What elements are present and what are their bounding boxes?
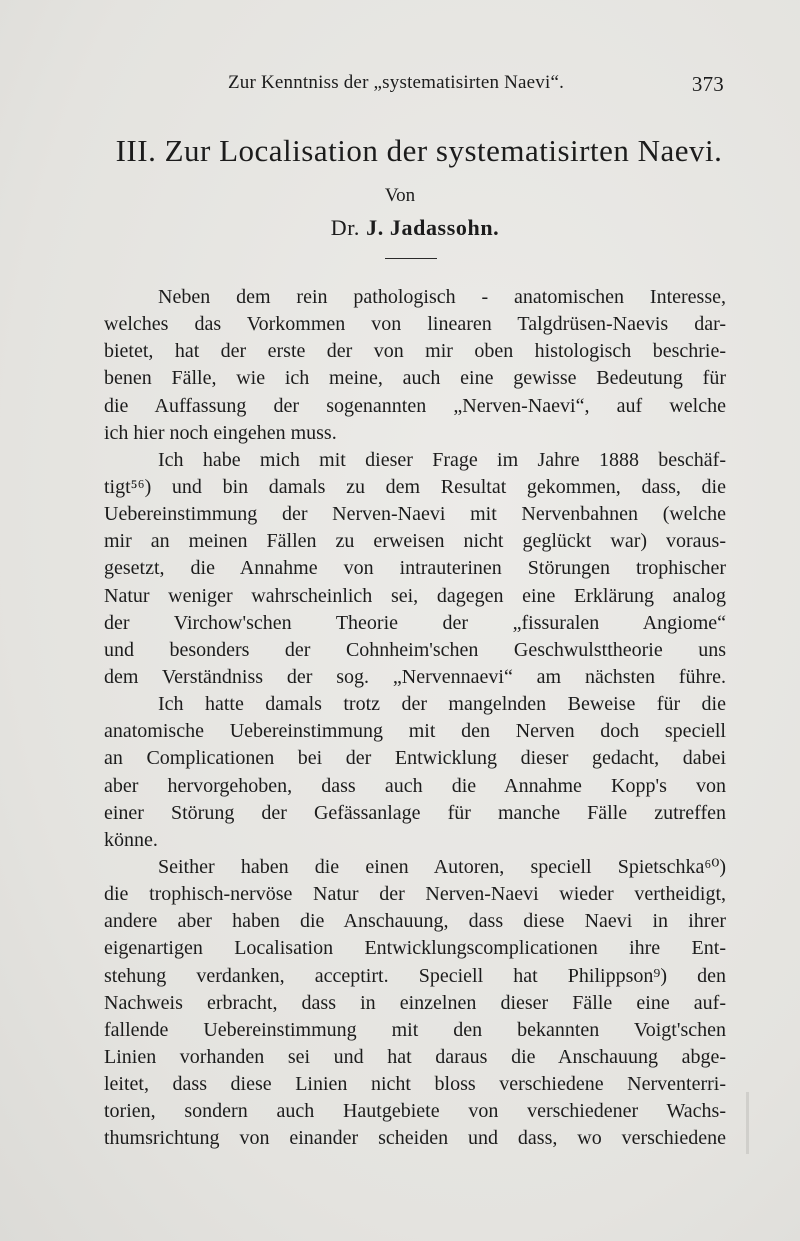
running-head	[100, 72, 724, 98]
text-line: andere aber haben die Anschauung, dass diese Naevi in ihrer	[104, 910, 726, 933]
margin-mark	[746, 1092, 749, 1154]
text-line: könne.	[104, 828, 158, 851]
article-title: III. Zur Localisation der systematisirten Naevi.	[115, 133, 723, 168]
text-line: der Virchow'schen Theorie der „fissuralen Angiome“	[104, 611, 726, 634]
text-line: dem Verständniss der sog. „Nervennaevi“ am nächsten führe.	[104, 665, 726, 688]
page-number: 373	[691, 72, 724, 96]
text-line: fallende Uebereinstimmung mit den bekannten Voigt'schen	[104, 1018, 726, 1041]
author-name: J. Jadassohn.	[366, 215, 500, 240]
text-line: thumsrichtung von einander scheiden und dass, wo verschiedene	[104, 1127, 726, 1150]
running-head-title: Zur Kenntniss der „systematisirten Naevi“.	[228, 72, 565, 93]
title-rule	[385, 258, 437, 259]
text-line: Natur weniger wahrscheinlich sei, dagegen eine Erklärung analog	[104, 584, 726, 607]
text-line: ich hier noch eingehen muss.	[104, 421, 337, 444]
body-text	[104, 284, 726, 1153]
text-line: Seither haben die einen Autoren, speciell Spietschka⁶⁰)	[158, 855, 726, 878]
text-line: Neben dem rein pathologisch - anatomischen Interesse,	[158, 286, 726, 308]
text-line: mir an meinen Fällen zu erweisen nicht geglückt war) voraus-	[104, 530, 726, 553]
text-line: bietet, hat der erste der von mir oben histologisch beschrie-	[104, 340, 726, 363]
text-line: die trophisch-nervöse Natur der Nerven-Naevi wieder vertheidigt,	[104, 883, 726, 906]
text-line: Linien vorhanden sei und hat daraus die Anschauung abge-	[104, 1045, 726, 1068]
text-line: benen Fälle, wie ich meine, auch eine gewisse Bedeutung für	[104, 367, 726, 390]
text-line: Uebereinstimmung der Nerven-Naevi mit Nervenbahnen (welche	[104, 503, 726, 526]
text-line: leitet, dass diese Linien nicht bloss verschiedene Nerventerri-	[104, 1073, 726, 1096]
text-line: welches das Vorkommen von linearen Talgdrüsen-Naevis dar-	[104, 313, 726, 336]
byline-von: Von	[384, 185, 416, 206]
text-line: stehung verdanken, acceptirt. Speciell hat Philippson⁹) den	[104, 964, 726, 987]
author-prefix: Dr.	[330, 215, 367, 240]
text-line: aber hervorgehoben, dass auch die Annahme Kopp's von	[104, 774, 726, 797]
text-line: eigenartigen Localisation Entwicklungscomplicationen ihre Ent-	[104, 937, 726, 960]
author-byline	[0, 215, 800, 241]
text-line: und besonders der Cohnheim'schen Geschwulsttheorie uns	[104, 638, 726, 661]
text-line: Ich hatte damals trotz der mangelnden Beweise für die	[158, 693, 726, 716]
text-line: Nachweis erbracht, dass in einzelnen dieser Fälle eine auf-	[104, 991, 726, 1014]
text-line: torien, sondern auch Hautgebiete von verschiedener Wachs-	[104, 1100, 726, 1123]
text-line: Ich habe mich mit dieser Frage im Jahre 1888 beschäf-	[158, 448, 726, 471]
text-line: an Complicationen bei der Entwicklung dieser gedacht, dabei	[104, 747, 726, 770]
text-line: anatomische Uebereinstimmung mit den Nerven doch speciell	[104, 720, 726, 743]
text-line: einer Störung der Gefässanlage für manche Fälle zutreffen	[104, 801, 726, 824]
text-line: tigt⁵⁶) und bin damals zu dem Resultat gekommen, dass, die	[104, 475, 726, 498]
text-line: gesetzt, die Annahme von intrauterinen Störungen trophischer	[104, 557, 726, 580]
text-line: die Auffassung der sogenannten „Nerven-Naevi“, auf welche	[104, 394, 726, 417]
